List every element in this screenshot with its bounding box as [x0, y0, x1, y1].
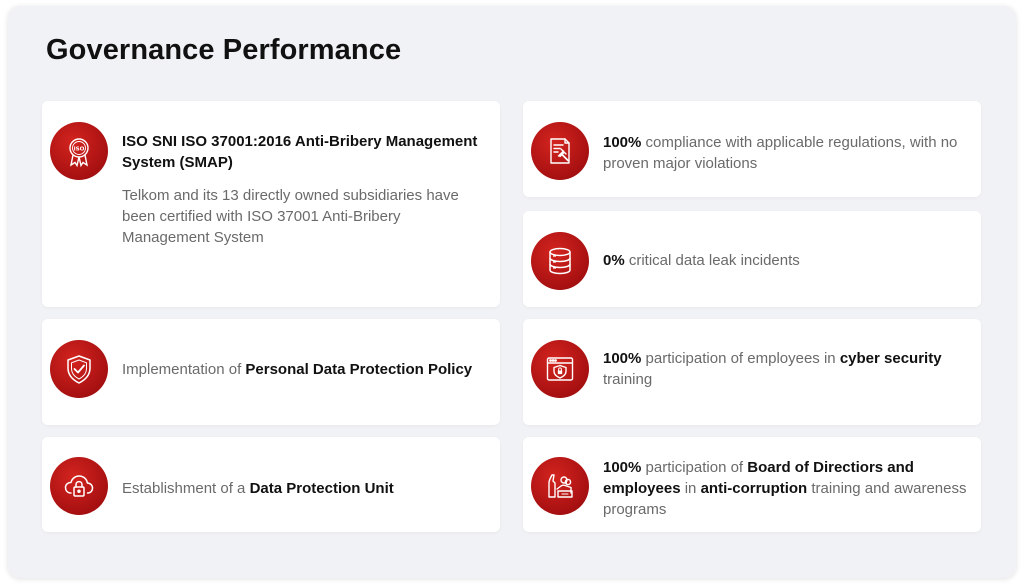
iso-description: Telkom and its 13 directly owned subsidiaries have been certified with ISO 37001 Anti-Bribery Management System — [122, 187, 459, 246]
card-iso-certification — [42, 101, 500, 307]
anticorruption-suffix: training and awareness programs — [603, 480, 967, 518]
pdp-policy-name: Personal Data Protection Policy — [245, 361, 473, 378]
card-cyber-security — [523, 319, 981, 425]
cyber-suffix: training — [603, 371, 653, 388]
handcuffs-money-icon — [531, 457, 589, 515]
document-gavel-icon — [531, 122, 589, 180]
anticorruption-audience: Board of Directiors and employees — [603, 459, 914, 497]
shield-check-icon — [50, 340, 108, 398]
card-data-leak — [523, 211, 981, 307]
card-regulatory-compliance — [523, 101, 981, 197]
database-icon — [531, 232, 589, 290]
card-anti-corruption — [523, 437, 981, 532]
iso-badge-icon — [50, 122, 108, 180]
svg-text:ISO: ISO — [73, 146, 85, 153]
dpu-prefix: Establishment of a — [122, 480, 250, 497]
anticorruption-topic: anti-corruption — [700, 480, 808, 497]
cyber-topic: cyber security — [839, 350, 942, 367]
card-data-protection-unit — [42, 437, 500, 532]
anticorruption-value: 100% — [603, 459, 642, 476]
dpu-unit-name: Data Protection Unit — [249, 480, 394, 497]
compliance-value: 100% — [603, 134, 642, 151]
browser-lock-icon — [531, 340, 589, 398]
page-title: Governance Performance — [46, 34, 402, 66]
card-personal-data-protection — [42, 319, 500, 425]
iso-heading: ISO SNI ISO 37001:2016 Anti-Bribery Management System (SMAP) — [122, 133, 478, 171]
compliance-text: compliance with applicable regulations, with no proven major violations — [603, 134, 958, 172]
cyber-mid: participation of employees in — [641, 350, 840, 367]
anticorruption-mid: participation of — [641, 459, 748, 476]
cyber-value: 100% — [603, 350, 642, 367]
cloud-lock-icon — [50, 457, 108, 515]
dataleak-text: critical data leak incidents — [624, 252, 800, 269]
dataleak-value: 0% — [603, 252, 625, 269]
anticorruption-mid2: in — [680, 480, 701, 497]
pdp-prefix: Implementation of — [122, 361, 246, 378]
